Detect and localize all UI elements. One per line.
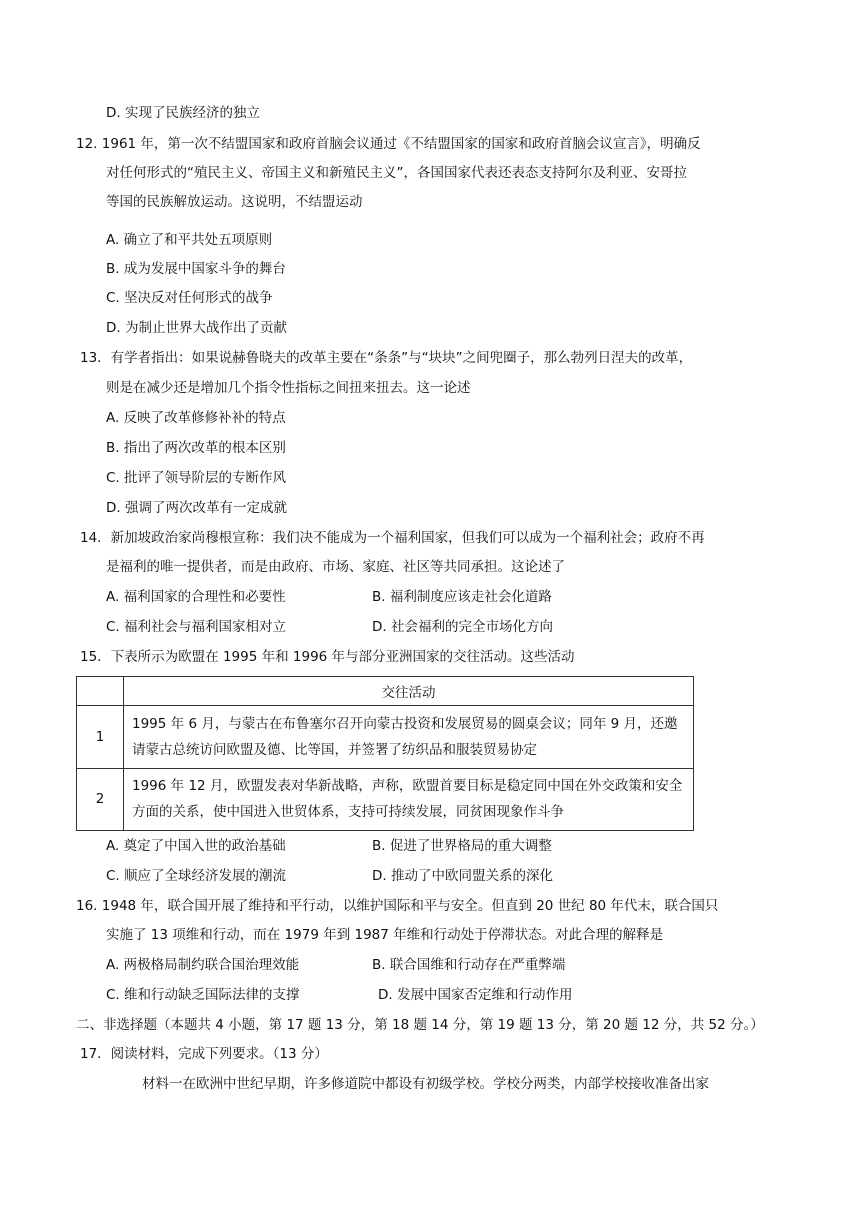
q15-stem-line1: 15．下表所示为欧盟在 1995 年和 1996 年与部分亚洲国家的交往活动。这些活动	[80, 649, 575, 665]
table-header-row	[77, 677, 694, 706]
table-row-number: 1	[77, 706, 124, 769]
q14-stem-line2: 是福利的唯一提供者，而是由政府、市场、家庭、社区等共同承担。这论述了	[106, 559, 565, 575]
q12-option-d: D. 为制止世界大战作出了贡献	[106, 320, 287, 336]
q12-stem-line1: 12. 1961 年，第一次不结盟国家和政府首脑会议通过《不结盟国家的国家和政府首脑会议宣言》，明确反	[76, 136, 701, 152]
q13-option-a: A. 反映了改革修修补补的特点	[106, 410, 286, 426]
q13-option-d: D. 强调了两次改革有一定成就	[106, 500, 287, 516]
q15-option-d: D. 推动了中欧同盟关系的深化	[372, 868, 553, 884]
table-row	[77, 768, 694, 831]
q17-material-line1: 材料一在欧洲中世纪早期，许多修道院中都设有初级学校。学校分两类，内部学校接收准备出家	[142, 1076, 709, 1092]
q16-option-d: D. 发展中国家否定维和行动作用	[378, 987, 573, 1003]
table-row-text: 1995 年 6 月，与蒙古在布鲁塞尔召开向蒙古投资和发展贸易的圆桌会议；同年 9 月，还邀请蒙古总统访问欧盟及德、比等国，并签署了纺织品和服装贸易协定	[124, 706, 694, 769]
q13-option-c: C. 批评了领导阶层的专断作风	[106, 470, 287, 486]
q16-stem-line1: 16. 1948 年，联合国开展了维持和平行动，以维护国际和平与安全。但直到 20 世纪 80 年代末，联合国只	[76, 898, 719, 914]
q15-option-a: A. 奠定了中国入世的政治基础	[106, 838, 286, 854]
q12-option-c: C. 坚决反对任何形式的战争	[106, 290, 273, 306]
q12-option-b: B. 成为发展中国家斗争的舞台	[106, 261, 286, 277]
q14-option-d: D. 社会福利的完全市场化方向	[372, 619, 553, 635]
q13-stem-line1: 13．有学者指出：如果说赫鲁晓夫的改革主要在“条条”与“块块”之间兜圈子，那么勃列日涅夫的改革，	[80, 350, 693, 366]
q13-stem-line2: 则是在减少还是增加几个指令性指标之间扭来扭去。这一论述	[106, 380, 471, 396]
q13-option-b: B. 指出了两次改革的根本区别	[106, 440, 286, 456]
q14-option-c: C. 福利社会与福利国家相对立	[106, 619, 287, 635]
q16-option-a: A. 两极格局制约联合国治理效能	[106, 957, 300, 973]
q16-option-c: C. 维和行动缺乏国际法律的支撑	[106, 987, 300, 1003]
q14-option-a: A. 福利国家的合理性和必要性	[106, 589, 286, 605]
table-row-number: 2	[77, 768, 124, 831]
q15-option-c: C. 顺应了全球经济发展的潮流	[106, 868, 287, 884]
q15-option-b: B. 促进了世界格局的重大调整	[372, 838, 552, 854]
q16-stem-line2: 实施了 13 项维和行动，而在 1979 年到 1987 年维和行动处于停滞状态。对此合理的解释是	[106, 927, 664, 943]
q12-option-a: A. 确立了和平共处五项原则	[106, 232, 273, 248]
q12-stem-line3: 等国的民族解放运动。这说明，不结盟运动	[106, 194, 363, 210]
q16-option-b: B. 联合国维和行动存在严重弊端	[372, 957, 566, 973]
q14-stem-line1: 14．新加坡政治家尚穆根宣称：我们决不能成为一个福利国家，但我们可以成为一个福利社会；政府不再	[80, 530, 705, 546]
table-header-cell: 交往活动	[124, 677, 694, 706]
q14-option-b: B. 福利制度应该走社会化道路	[372, 589, 552, 605]
q11-option-d: D. 实现了民族经济的独立	[106, 105, 260, 121]
q15-activity-table	[76, 676, 694, 831]
table-header-blank	[77, 677, 124, 706]
table-row-text: 1996 年 12 月，欧盟发表对华新战略，声称，欧盟首要目标是稳定同中国在外交政策和安全方面的关系，使中国进入世贸体系，支持可持续发展，同贫困现象作斗争	[124, 768, 694, 831]
q12-stem-line2: 对任何形式的“殖民主义、帝国主义和新殖民主义”，各国国家代表还表态支持阿尔及利亚、安哥拉	[106, 165, 687, 181]
q17-stem-line1: 17．阅读材料，完成下列要求。（13 分）	[80, 1046, 328, 1062]
section-2-heading: 二、非选择题（本题共 4 小题，第 17 题 13 分，第 18 题 14 分，第 19 题 13 分，第 20 题 12 分，共 52 分。）	[76, 1017, 764, 1033]
table-row	[77, 706, 694, 769]
